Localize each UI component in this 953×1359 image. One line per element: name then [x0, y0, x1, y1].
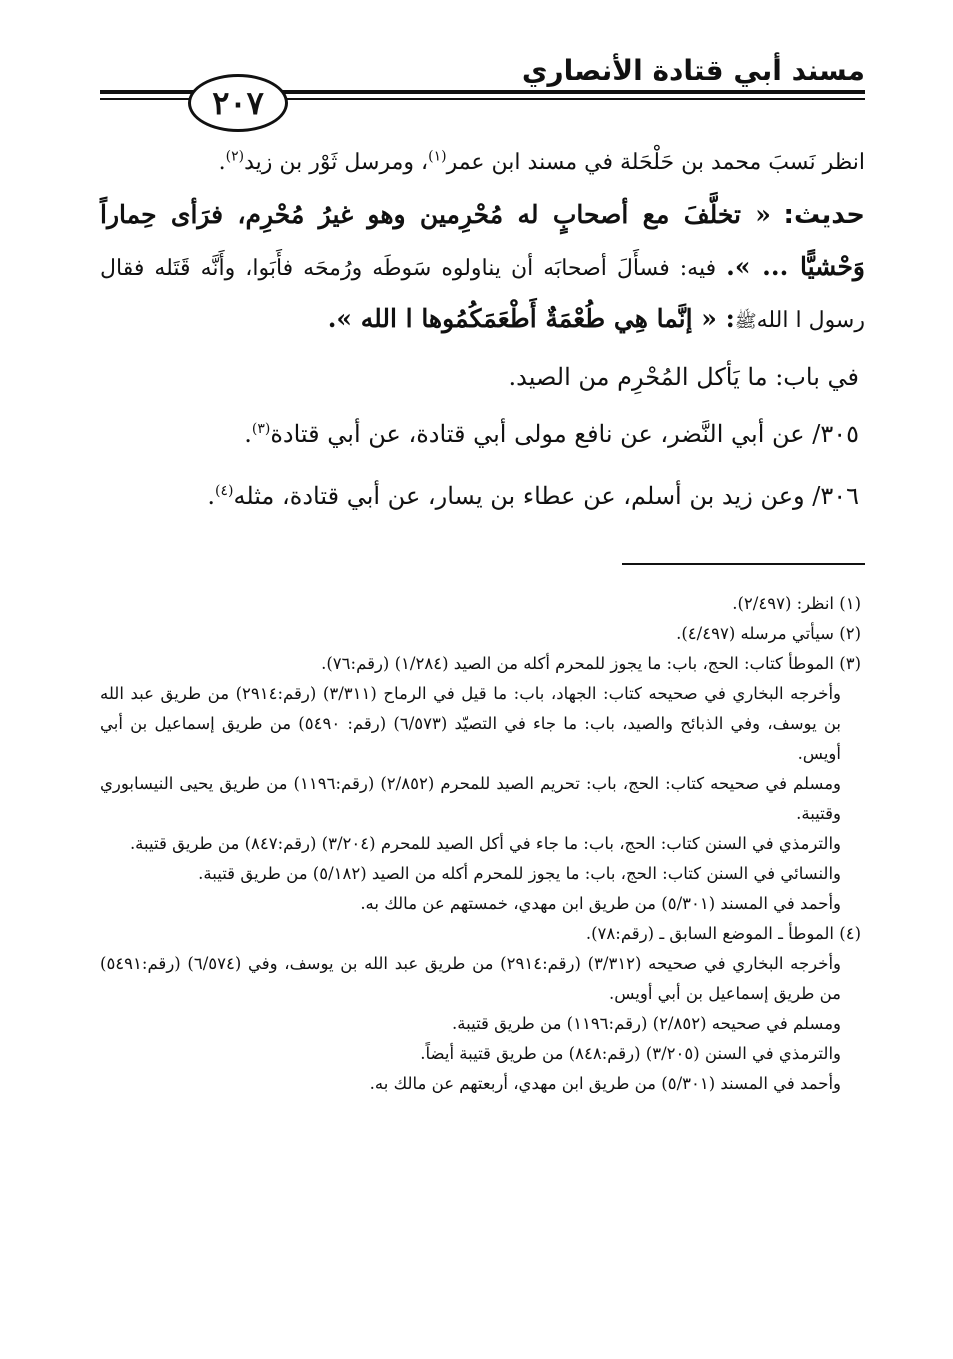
footnote-3-tirmidhi: والترمذي في السنن كتاب: الحج، باب: ما جاء في أكل الصيد للمحرم (٣/٢٠٤) (رقم:٨٤٧) من طريق قتيبة.: [129, 834, 841, 853]
footnote-3-muslim: ومسلم في صحيحه كتاب: الحج، باب: تحريم الصيد للمحرم (٢/٨٥٢) (رقم:١١٩٦) من طريق يحيى النيسابوري وقتيبة.: [100, 774, 841, 823]
hadith-quote: : « إنَّما هِي طُعْمَةٌ أَطْعَمَكُمُوها ا الله ».: [327, 304, 735, 333]
main-text: [100, 138, 865, 527]
intro-paragraph: [100, 138, 865, 188]
chapter-line: في باب: ما يَأكل المُحْرِم من الصيد.: [508, 363, 859, 391]
intro-text-mid: ، ومرسل ثَوْر بن زيد: [244, 150, 429, 175]
footnote-4-tirmidhi: والترمذي في السنن (٣/٢٠٥) (رقم:٨٤٨) من طريق قتيبة أيضاً.: [420, 1044, 841, 1063]
footnote-ref-2: (٢): [225, 148, 245, 165]
footnote-separator: [622, 563, 865, 565]
footnote-3-ahmad: وأحمد في المسند (٥/٣٠١) من طريق ابن مهدي، خمستهم عن مالك به.: [360, 894, 841, 913]
isnad-305: ٣٠٥/ عن أبي النَّضر، عن نافع مولى أبي قتادة، عن أبي قتادة$^{(٣)}$.: [244, 420, 859, 448]
isnad-306-text: ٣٠٦/ وعن زيد بن أسلم، عن عطاء بن يسار، عن أبي قتادة، مثله: [233, 482, 859, 510]
hadith-body: فيه: فسأَلَ أصحابَه أن يناولوه سَوطَه ورُمحَه فأَبَوا، وأَنَّه قَتَله فقال رسول ا الله: [100, 256, 865, 333]
footnote-ref-1: (١): [428, 148, 447, 165]
footnote-3-nasai: والنسائي في السنن كتاب: الحج، باب: ما يجوز للمحرم أكله من الصيد (٥/١٨٢) من طريق قتيبة.: [198, 864, 841, 883]
intro-text-end: .: [218, 150, 226, 175]
footnote-1: (١) انظر: (٢/٤٩٧).: [732, 594, 861, 613]
footnote-4-bukhari: وأخرجه البخاري في صحيحه (٣/٣١٢) (رقم:٢٩١٤) من طريق عبد الله بن يوسف، وفي (٦/٥٧٤) (رقم:٥٤٩١) من طريق إسماعيل بن أبي أويس.: [100, 954, 842, 1003]
footnote-4-ahmad: وأحمد في المسند (٥/٣٠١) من طريق ابن مهدي، أربعتهم عن مالك به.: [369, 1074, 841, 1093]
isnad-305-text: ٣٠٥/ عن أبي النَّضر، عن نافع مولى أبي قتادة، عن أبي قتادة: [270, 420, 859, 448]
footnote-4-muslim: ومسلم في صحيحه (٢/٨٥٢) (رقم:١١٩٦) من طريق قتيبة.: [452, 1014, 841, 1033]
footnote-ref-4: (٤): [215, 483, 234, 499]
intro-text: انظر نَسبَ محمد بن حَلْحَلة في مسند ابن عمر: [446, 150, 865, 175]
footnote-2: (٢) سيأتي مرسله (٤/٤٩٧).: [676, 624, 861, 643]
hadith-paragraph: [100, 190, 865, 347]
footnote-ref-3: (٣): [251, 421, 271, 437]
hadith-text: « تخلَّفَ مع أصحابٍ له مُحْرِمين وهو غيرُ مُحْرِم، فرَأى حِماراً وَحْشيًّا ... ».: [100, 200, 865, 281]
isnad-306: ٣٠٦/ وعن زيد بن أسلم، عن عطاء بن يسار، عن أبي قتادة، مثله$^{(٤)}$.: [207, 482, 859, 510]
footnote-4-head: (٤) الموطأ ـ الموضع السابق ـ (رقم:٧٨).: [585, 924, 861, 943]
footnotes: [100, 589, 865, 1099]
salutation-glyph: ﷺ: [734, 311, 757, 332]
footnote-3-head: (٣) الموطأ كتاب: الحج، باب: ما يجوز للمحرم أكله من الصيد (١/٢٨٤) (رقم:٧٦).: [321, 654, 861, 673]
hadith-label: حديث:: [783, 200, 865, 230]
page-number: ٢٠٧: [212, 84, 264, 122]
footnote-3-bukhari: وأخرجه البخاري في صحيحه كتاب: الجهاد، باب: ما قيل في الرماح (٣/٣١١) (رقم:٢٩١٤) من طريق عبد الله بن يوسف، وفي الذبائح والصيد، باب: ما جاء في التصيّد (٦/٥٧٣) (رقم: ٥٤٩٠) من طريق إسماعيل بن أبي أويس.: [100, 684, 842, 763]
page-number-badge: [188, 74, 288, 132]
book-title: مسند أبي قتادة الأنصاري: [521, 54, 865, 87]
